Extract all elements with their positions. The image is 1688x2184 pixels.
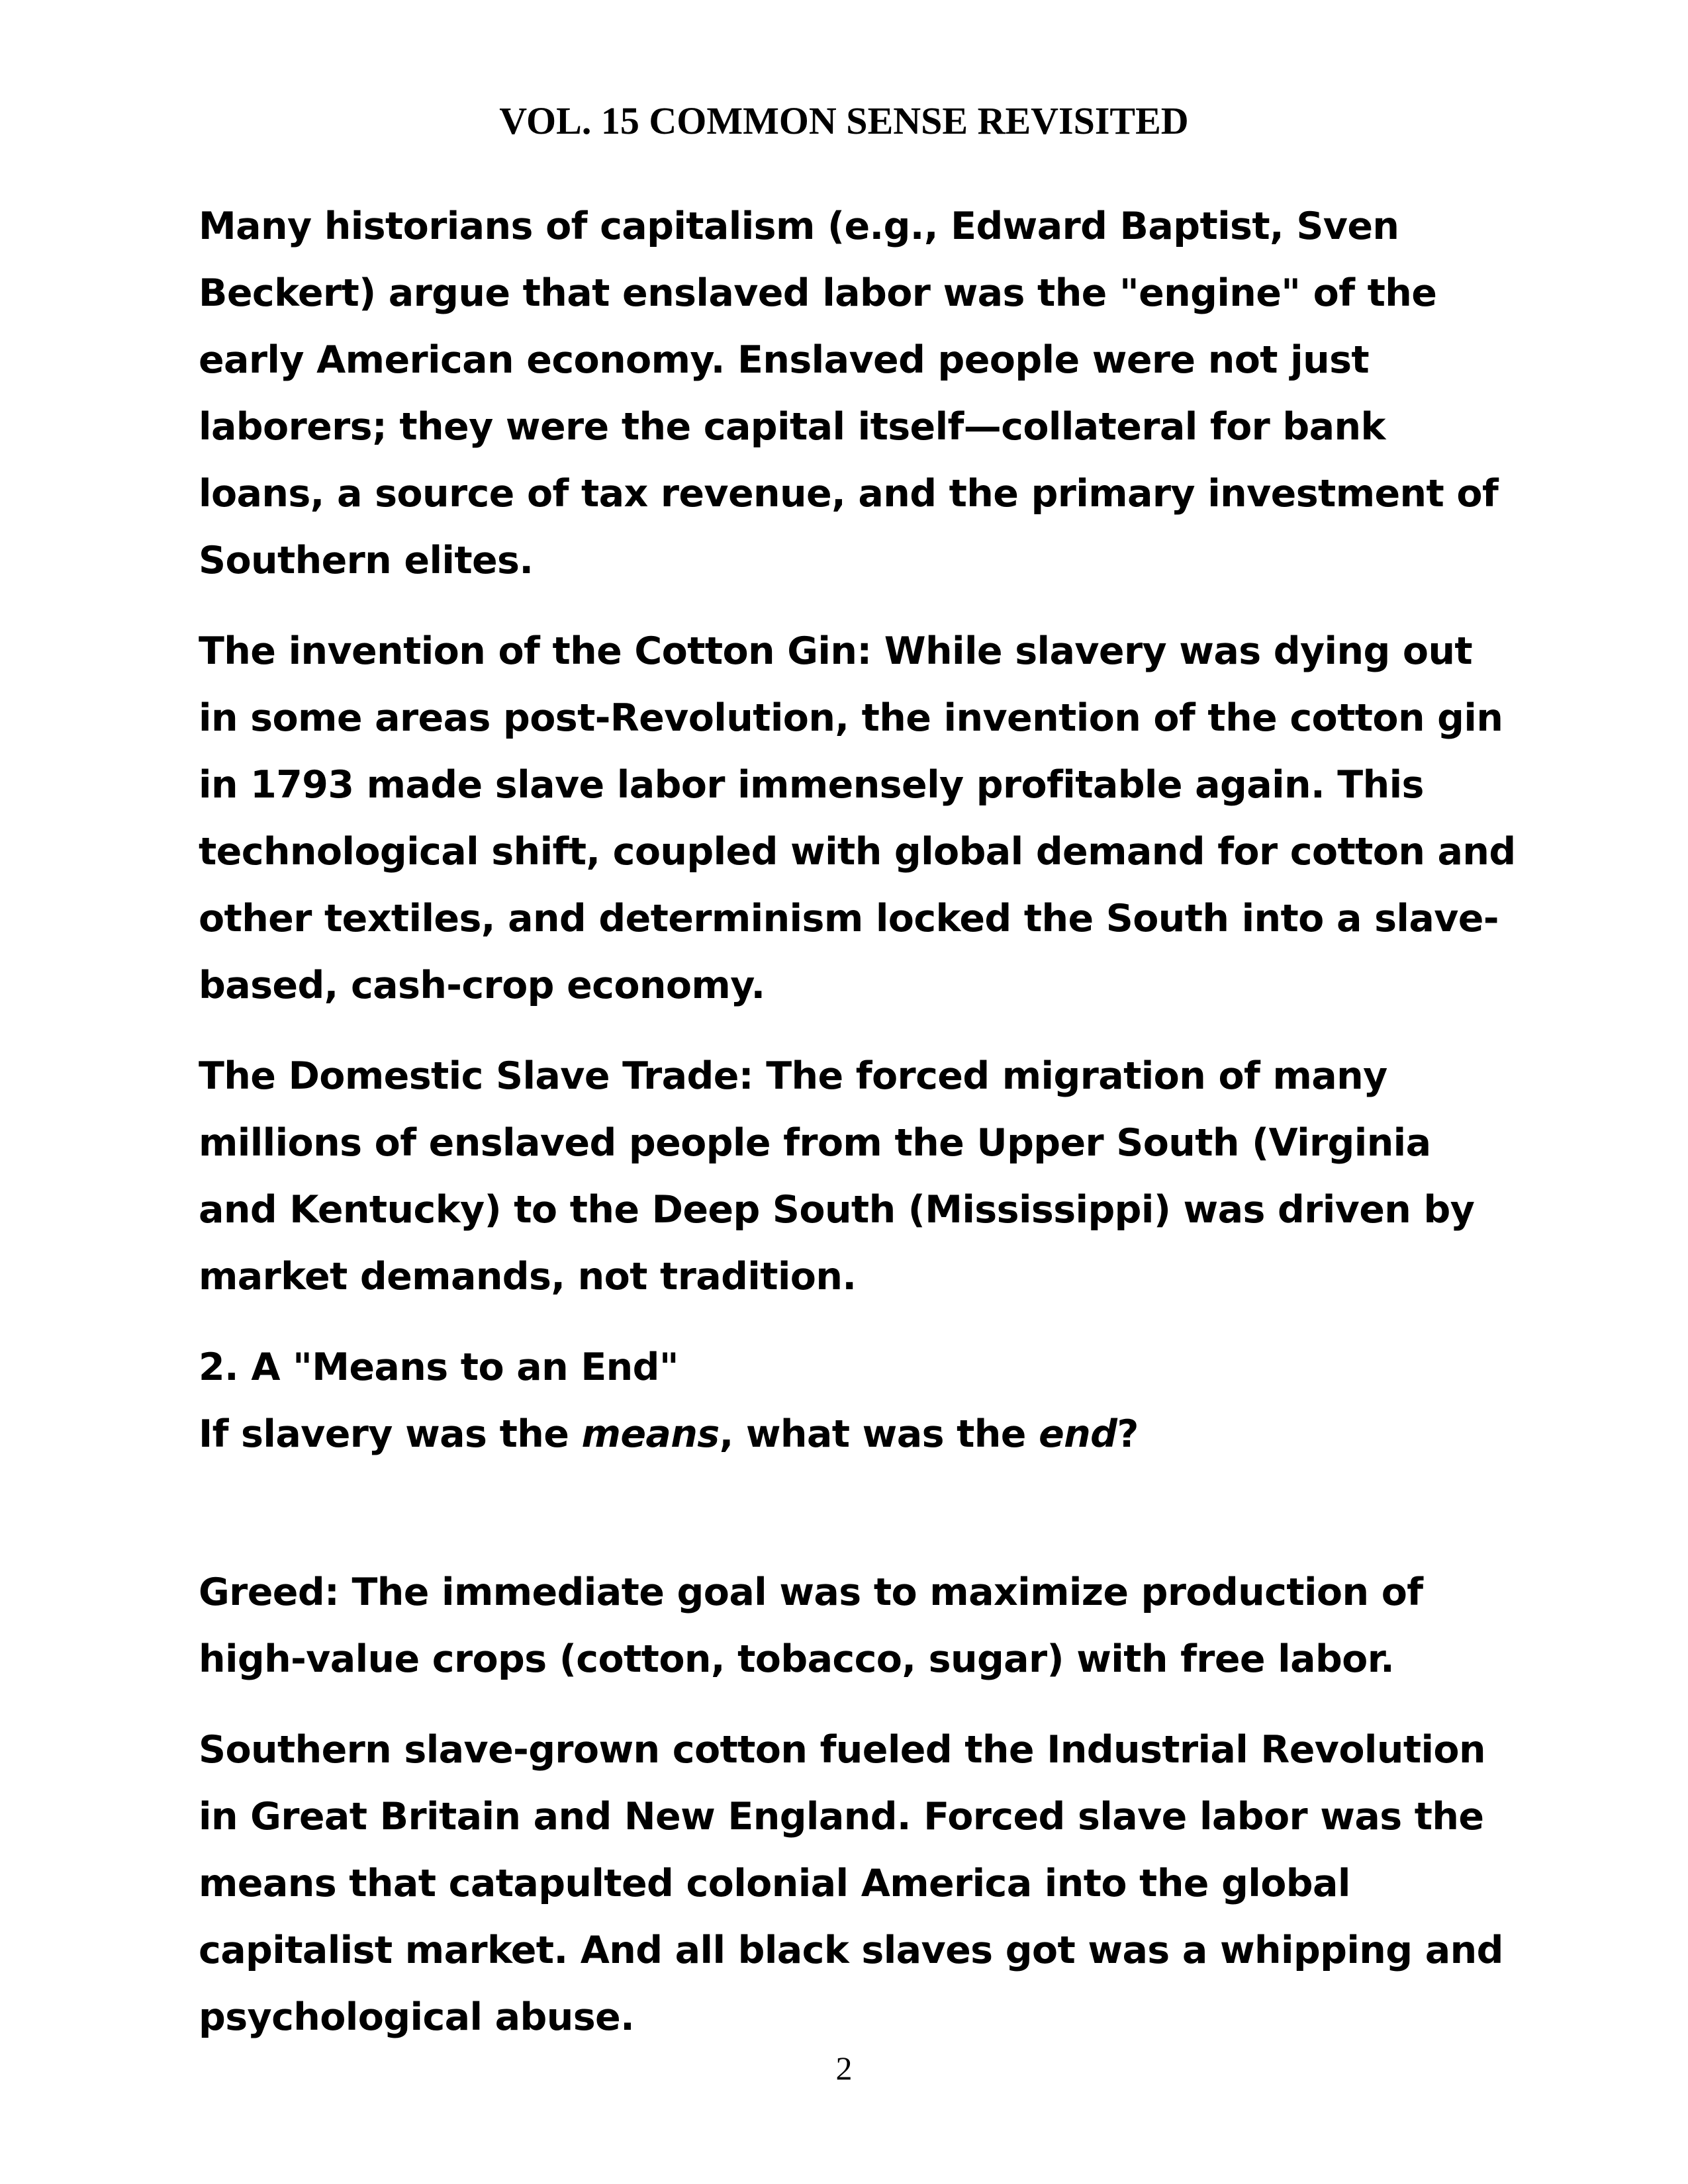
document-body [199, 193, 1516, 2075]
question-emphasis-means: means [581, 1412, 720, 1456]
paragraph-industrial-revolution: Southern slave-grown cotton fueled the Industrial Revolution in Great Britain and New England. Forced slave labor was the means that catapulted colonial America into the global capitalist market. And all black slaves got was a whipping and psychological abuse. [199, 1728, 1503, 2039]
page-header: VOL. 15 COMMON SENSE REVISITED [499, 99, 1189, 142]
question-part-2: , what was the [719, 1412, 1039, 1456]
section-heading: 2. A "Means to an End" [199, 1345, 679, 1389]
paragraph-domestic-slave-trade: The Domestic Slave Trade: The forced migration of many millions of enslaved people from the Upper South (Virginia and Kentucky) to the Deep South (Mississippi) was driven by market demands, not tradition. [199, 1054, 1475, 1298]
question-emphasis-end: end [1039, 1412, 1117, 1456]
question-part-3: ? [1117, 1412, 1139, 1456]
question-line [199, 1401, 1516, 1468]
paragraph-greed: Greed: The immediate goal was to maximize production of high-value crops (cotton, tobacco, sugar) with free labor. [199, 1570, 1423, 1681]
paragraph-cotton-gin: The invention of the Cotton Gin: While slavery was dying out in some areas post-Revolution, the invention of the cotton gin in 1793 made slave labor immensely profitable again. This technological shift, coupled with global demand for cotton and other textiles, and determinism locked the South into a slave-based, cash-crop economy. [199, 629, 1516, 1007]
paragraph-capitalism: Many historians of capitalism (e.g., Edward Baptist, Sven Beckert) argue that enslaved labor was the "engine" of the early American economy. Enslaved people were not just laborers; they were the capital itself—collateral for bank loans, a source of tax revenue, and the primary investment of Southern elites. [199, 205, 1499, 582]
question-part-1: If slavery was the [199, 1412, 582, 1456]
page-number: 2 [835, 2050, 853, 2087]
